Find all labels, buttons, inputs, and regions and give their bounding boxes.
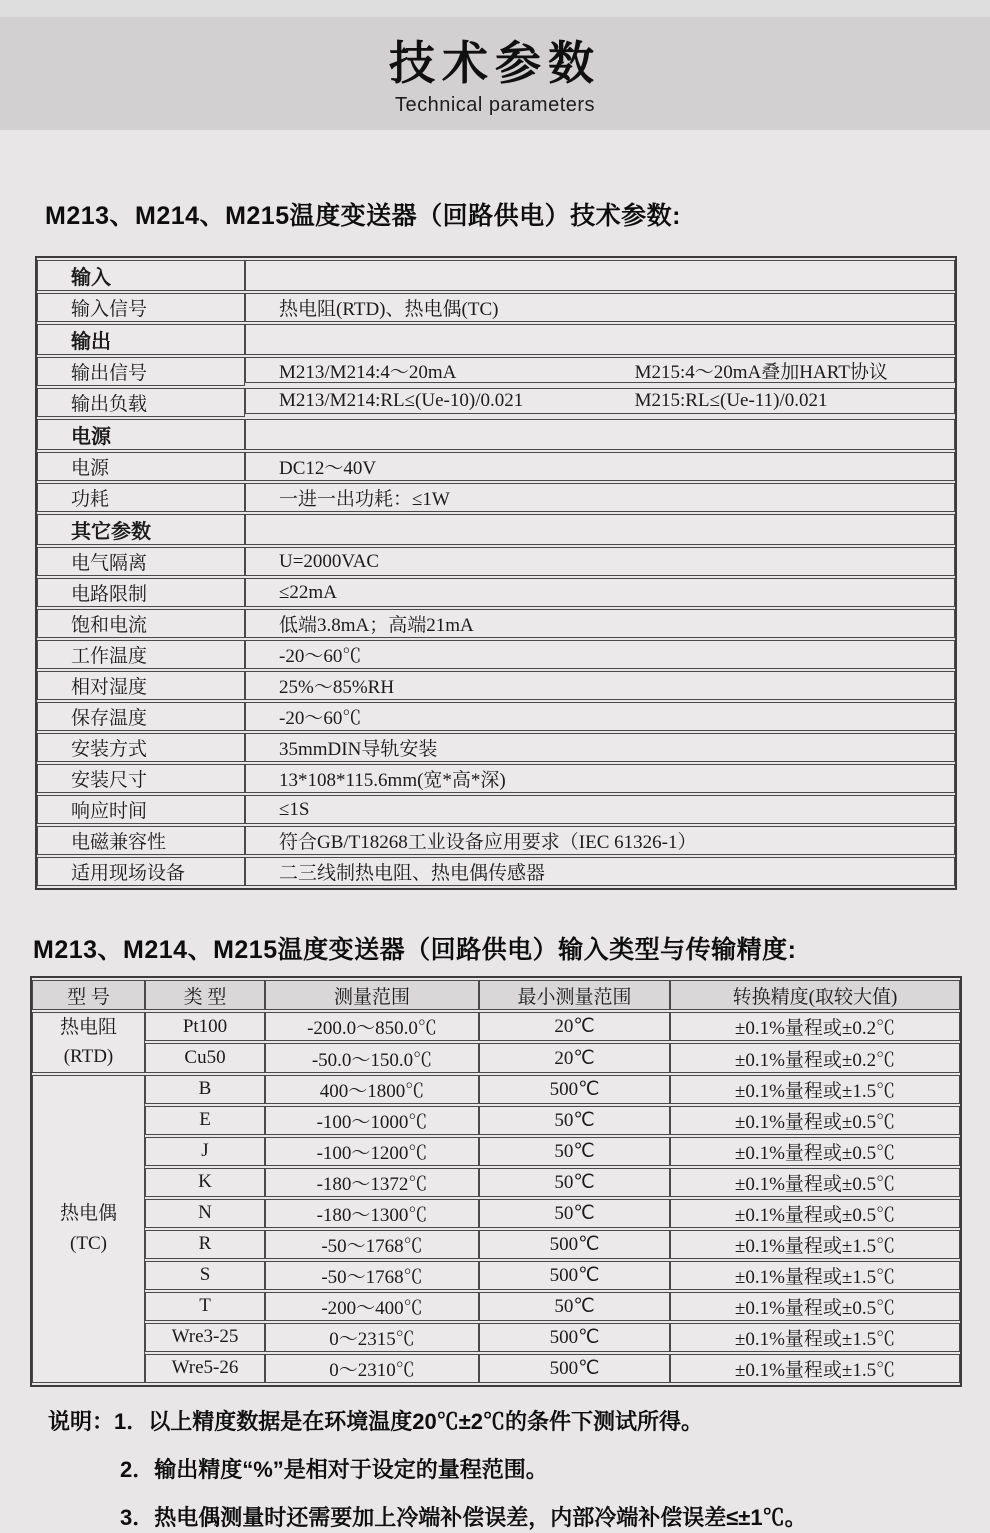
sensor-range-cell: 0～2315℃ (265, 1323, 479, 1352)
section2-heading: M213、M214、M215温度变送器（回路供电）输入类型与传输精度: (33, 936, 797, 964)
spec-param-row (37, 578, 955, 607)
sensor-accuracy-cell: ±0.1%量程或±0.5℃ (670, 1168, 960, 1197)
sensor-group-sub: (TC) (70, 1232, 107, 1254)
accuracy-row (32, 1168, 960, 1197)
accuracy-row (32, 1012, 960, 1041)
sensor-type-cell: E (145, 1106, 265, 1135)
spec-section-row (37, 324, 955, 355)
notes (48, 1407, 990, 1533)
spec-param-row (37, 640, 955, 669)
sensor-type-cell: K (145, 1168, 265, 1197)
sensor-minrange-cell: 50℃ (479, 1106, 670, 1135)
spec-param-label: 功耗 (37, 483, 245, 512)
spec-param-row (37, 857, 955, 886)
spec-section-row (37, 514, 955, 545)
spec-param-label: 饱和电流 (37, 609, 245, 638)
spec-param-value: 25%～85%RH (245, 671, 955, 700)
spec-param-label: 电源 (37, 452, 245, 481)
spec-param-label: 保存温度 (37, 702, 245, 731)
sensor-minrange-cell: 50℃ (479, 1199, 670, 1228)
spec-param-row (37, 671, 955, 700)
sensor-range-cell: -100～1000℃ (265, 1106, 479, 1135)
spec-param-row (37, 452, 955, 481)
accuracy-row (32, 1043, 960, 1072)
sensor-accuracy-cell: ±0.1%量程或±1.5℃ (670, 1261, 960, 1290)
sensor-accuracy-cell: ±0.1%量程或±1.5℃ (670, 1230, 960, 1259)
spec-param-value: 13*108*115.6mm(宽*高*深) (245, 764, 955, 793)
spec-section-label: 电源 (37, 419, 245, 450)
sensor-type-cell: Cu50 (145, 1043, 265, 1072)
spec-param-label: 响应时间 (37, 795, 245, 824)
sensor-minrange-cell: 500℃ (479, 1323, 670, 1352)
sensor-accuracy-cell: ±0.1%量程或±0.5℃ (670, 1199, 960, 1228)
sensor-accuracy-cell: ±0.1%量程或±1.5℃ (670, 1075, 960, 1104)
spec-param-value: 二三线制热电阻、热电偶传感器 (245, 857, 955, 886)
sensor-minrange-cell: 50℃ (479, 1168, 670, 1197)
spec-param-row (37, 388, 955, 417)
accuracy-row (32, 1323, 960, 1352)
sensor-minrange-cell: 500℃ (479, 1230, 670, 1259)
spec-param-row (37, 357, 955, 386)
spec-param-value: ≤22mA (245, 578, 955, 607)
col-header-model: 型 号 (32, 980, 145, 1010)
spec-param-row (37, 733, 955, 762)
sensor-type-cell: J (145, 1137, 265, 1166)
sensor-type-cell: Wre5-26 (145, 1354, 265, 1383)
spec-param-label: 适用现场设备 (37, 857, 245, 886)
sensor-type-cell: R (145, 1230, 265, 1259)
accuracy-table (30, 976, 962, 1387)
spec-param-label: 工作温度 (37, 640, 245, 669)
note-line-1 (48, 1407, 990, 1437)
spec-param-label: 电磁兼容性 (37, 826, 245, 855)
sensor-range-cell: -50～1768℃ (265, 1261, 479, 1290)
sensor-accuracy-cell: ±0.1%量程或±0.5℃ (670, 1106, 960, 1135)
spec-param-value: -20～60℃ (245, 702, 955, 731)
sensor-range-cell: -50～1768℃ (265, 1230, 479, 1259)
spec-param-row (37, 826, 955, 855)
spec-param-value: 35mmDIN导轨安装 (245, 733, 955, 762)
spec-param-value: -20～60℃ (245, 640, 955, 669)
sensor-group-name: 热电偶 (59, 1203, 117, 1225)
accuracy-table-body (32, 1012, 960, 1383)
col-header-minrange: 最小测量范围 (479, 980, 670, 1010)
sensor-minrange-cell: 500℃ (479, 1075, 670, 1104)
spec-param-row (37, 795, 955, 824)
sensor-range-cell: -180～1300℃ (265, 1199, 479, 1228)
spec-table-body (37, 260, 955, 886)
sensor-range-cell: -100～1200℃ (265, 1137, 479, 1166)
sensor-type-cell: S (145, 1261, 265, 1290)
sensor-minrange-cell: 500℃ (479, 1261, 670, 1290)
top-strip (0, 0, 990, 17)
spec-param-row (37, 609, 955, 638)
sensor-minrange-cell: 20℃ (479, 1043, 670, 1072)
accuracy-row (32, 1230, 960, 1259)
spec-section-row (37, 419, 955, 450)
sensor-accuracy-cell: ±0.1%量程或±1.5℃ (670, 1354, 960, 1383)
sensor-range-cell: -200～400℃ (265, 1292, 479, 1321)
spec-value-left: M213/M214:4～20mA (279, 361, 457, 383)
sensor-group-cell (32, 1012, 145, 1073)
sensor-range-cell: -180～1372℃ (265, 1168, 479, 1197)
spec-table (35, 256, 957, 890)
sensor-accuracy-cell: ±0.1%量程或±0.2℃ (670, 1012, 960, 1041)
note-item-1: 1．以上精度数据是在环境温度20℃±2℃的条件下测试所得。 (114, 1408, 704, 1434)
spec-empty-cell (245, 324, 955, 355)
spec-param-value: 热电阻(RTD)、热电偶(TC) (245, 293, 955, 322)
page-subtitle: Technical parameters (394, 94, 596, 116)
sensor-minrange-cell: 500℃ (479, 1354, 670, 1383)
sensor-accuracy-cell: ±0.1%量程或±0.5℃ (670, 1137, 960, 1166)
sensor-type-cell: Pt100 (145, 1012, 265, 1041)
col-header-range: 测量范围 (265, 980, 479, 1010)
col-header-accuracy: 转换精度(取较大值) (670, 980, 960, 1010)
sensor-type-cell: Wre3-25 (145, 1323, 265, 1352)
spec-param-value: ≤1S (245, 795, 955, 824)
sensor-group-sub: (RTD) (63, 1046, 114, 1068)
spec-param-row (37, 483, 955, 512)
spec-section-label: 输入 (37, 260, 245, 291)
spec-param-label: 安装方式 (37, 733, 245, 762)
spec-section-label: 输出 (37, 324, 245, 355)
page-title: 技术参数 (389, 37, 601, 89)
spec-value-left: M213/M214:RL≤(Ue-10)/0.021 (279, 390, 524, 411)
sensor-type-cell: B (145, 1075, 265, 1104)
spec-empty-cell (245, 514, 955, 545)
accuracy-row (32, 1137, 960, 1166)
spec-param-label: 输出信号 (37, 357, 245, 386)
spec-param-value (245, 388, 955, 414)
sensor-range-cell: -200.0～850.0℃ (265, 1012, 479, 1041)
header-band (0, 17, 990, 130)
spec-empty-cell (245, 260, 955, 291)
accuracy-row (32, 1106, 960, 1135)
sensor-range-cell: 0～2310℃ (265, 1354, 479, 1383)
spec-param-row (37, 547, 955, 576)
sensor-minrange-cell: 20℃ (479, 1012, 670, 1041)
spec-param-row (37, 702, 955, 731)
sensor-group-name: 热电阻 (59, 1017, 117, 1038)
spec-param-row (37, 293, 955, 322)
spec-param-label: 相对湿度 (37, 671, 245, 700)
section1-heading: M213、M214、M215温度变送器（回路供电）技术参数: (45, 202, 681, 230)
sensor-group-cell (32, 1075, 145, 1383)
spec-value-right: M215:RL≤(Ue-11)/0.021 (634, 390, 828, 411)
notes-prefix: 说明： (48, 1408, 115, 1434)
accuracy-row (32, 1354, 960, 1383)
sensor-accuracy-cell: ±0.1%量程或±1.5℃ (670, 1323, 960, 1352)
sensor-type-cell: T (145, 1292, 265, 1321)
spec-section-label: 其它参数 (37, 514, 245, 545)
sensor-range-cell: 400～1800℃ (265, 1075, 479, 1104)
spec-param-label: 电气隔离 (37, 547, 245, 576)
spec-param-label: 输出负载 (37, 388, 245, 417)
spec-section-row (37, 260, 955, 291)
accuracy-row (32, 1199, 960, 1228)
spec-param-label: 输入信号 (37, 293, 245, 322)
col-header-type: 类 型 (145, 980, 265, 1010)
accuracy-row (32, 1261, 960, 1290)
accuracy-row (32, 1292, 960, 1321)
sensor-minrange-cell: 50℃ (479, 1292, 670, 1321)
spec-param-value: DC12～40V (245, 452, 955, 481)
spec-param-value: 符合GB/T18268工业设备应用要求（IEC 61326-1） (245, 826, 955, 855)
accuracy-header-row (32, 980, 960, 1010)
sensor-type-cell: N (145, 1199, 265, 1228)
sensor-minrange-cell: 50℃ (479, 1137, 670, 1166)
sensor-range-cell: -50.0～150.0℃ (265, 1043, 479, 1072)
spec-value-right: M215:4～20mA叠加HART协议 (634, 361, 888, 383)
spec-param-value: 一进一出功耗：≤1W (245, 483, 955, 512)
sensor-accuracy-cell: ±0.1%量程或±0.5℃ (670, 1292, 960, 1321)
spec-param-label: 电路限制 (37, 578, 245, 607)
spec-param-value: U=2000VAC (245, 547, 955, 576)
sensor-accuracy-cell: ±0.1%量程或±0.2℃ (670, 1043, 960, 1072)
spec-param-value (245, 357, 955, 383)
spec-param-label: 安装尺寸 (37, 764, 245, 793)
note-line-3: 3．热电偶测量时还需要加上冷端补偿误差，内部冷端补偿误差≤±1℃。 (120, 1504, 807, 1530)
note-line-2: 2．输出精度“%”是相对于设定的量程范围。 (120, 1456, 548, 1482)
accuracy-row (32, 1075, 960, 1104)
spec-param-row (37, 764, 955, 793)
spec-param-value: 低端3.8mA；高端21mA (245, 609, 955, 638)
spec-empty-cell (245, 419, 955, 450)
